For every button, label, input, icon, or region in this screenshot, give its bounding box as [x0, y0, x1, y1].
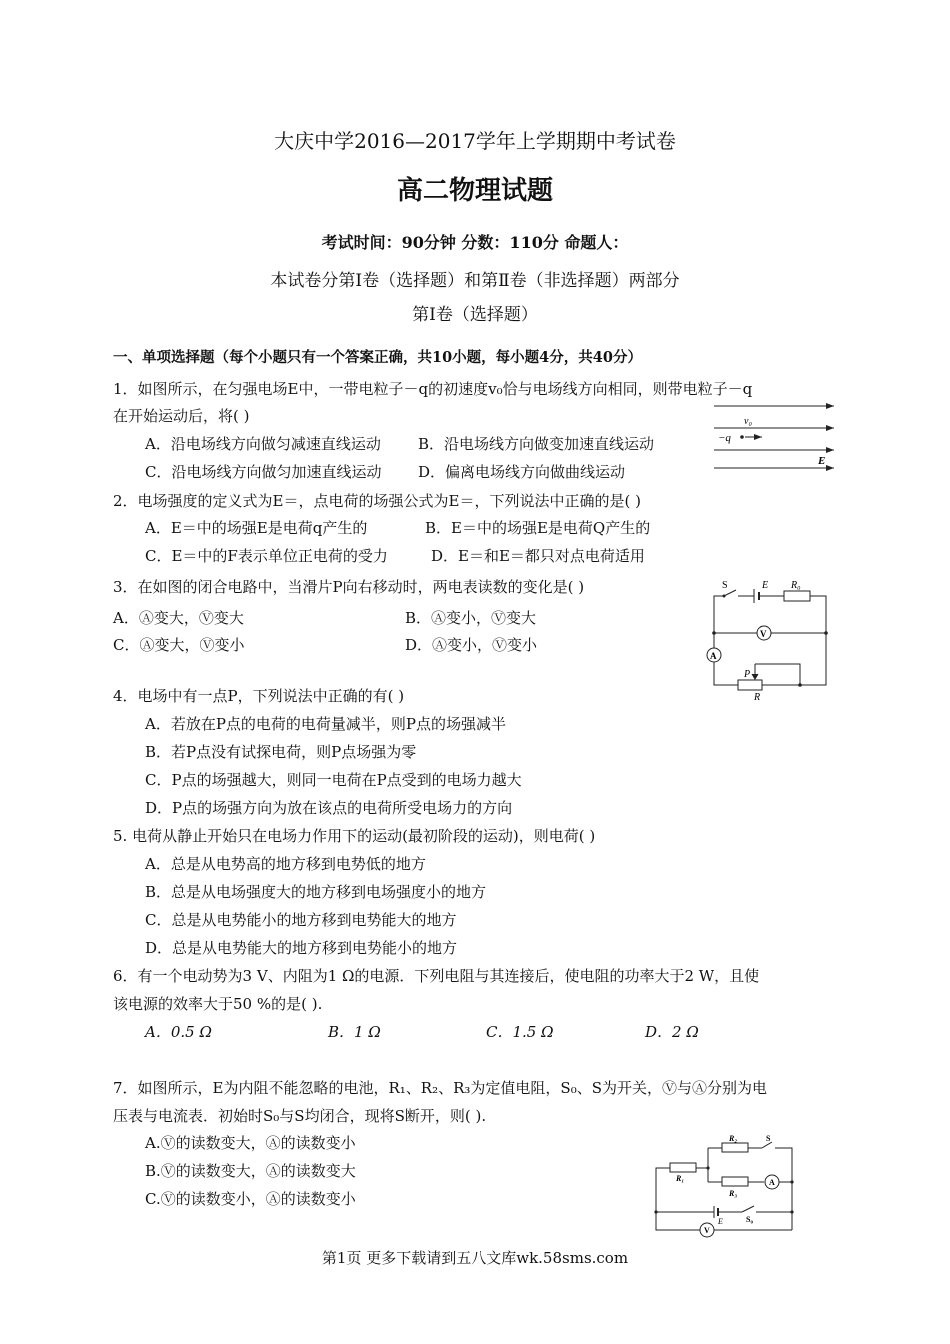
q7-option-b: B.Ⓥ的读数变大，Ⓐ的读数变大 [145, 1162, 356, 1180]
field-e-label: E [818, 455, 826, 467]
q7-option-a: A.Ⓥ的读数变大，Ⓐ的读数变小 [145, 1134, 356, 1152]
q1-stem-line2: 在开始运动后，将( ) [113, 407, 250, 425]
q4-option-b: B．若P点没有试探电荷，则P点场强为零 [145, 743, 417, 761]
switch-s0-label: S₀ [746, 1215, 753, 1224]
q1-option-b: B．沿电场线方向做变加速直线运动 [418, 435, 655, 453]
school-title: 大庆中学2016—2017学年上学期期中考试卷 [274, 129, 676, 153]
r0-label: R₀ [791, 580, 801, 591]
q2-stem: 2．电场强度的定义式为E＝，点电荷的场强公式为E＝，下列说法中正确的是( ) [113, 492, 641, 510]
q6-option-c: C．1.5 Ω [486, 1023, 554, 1041]
switch-s-label: S [766, 1134, 771, 1143]
ammeter-label: A [769, 1178, 775, 1187]
subject-title: 高二物理试题 [396, 176, 553, 206]
voltmeter-label: V [704, 1226, 710, 1235]
resistor-r2 [722, 1143, 748, 1152]
section-heading: 一、单项选择题（每个小题只有一个答案正确，共10小题，每小题4分，共40分） [113, 349, 642, 366]
particle-dot [740, 435, 744, 439]
q1-option-d: D．偏离电场线方向做曲线运动 [418, 463, 626, 481]
switch-s-label: S [722, 580, 728, 591]
q6-option-a: A．0.5 Ω [145, 1023, 212, 1041]
exam-info: 考试时间：90分钟 分数：110分 命题人： [321, 233, 629, 252]
part-title: 第Ⅰ卷（选择题） [412, 305, 538, 325]
q3-circuit-figure [700, 578, 835, 700]
q2-option-a: A．E＝中的场强E是电荷q产生的 [145, 519, 368, 537]
charge-label: −q [718, 432, 731, 444]
q1-option-a: A．沿电场线方向做匀减速直线运动 [145, 435, 381, 453]
ammeter-label: A [710, 651, 717, 661]
q5-option-b: B．总是从电场强度大的地方移到电场强度小的地方 [145, 883, 487, 901]
voltmeter-label: V [760, 629, 767, 639]
q4-stem: 4．电场中有一点P，下列说法中正确的有( ) [113, 687, 405, 705]
q7-stem-line1: 7．如图所示，E为内阻不能忽略的电池，R₁、R₂、R₃为定值电阻，S₀、S为开关，Ⓥ与Ⓐ分别为电 [113, 1079, 767, 1097]
q2-option-d: D．E＝和E＝都只对点电荷适用 [431, 547, 645, 565]
resistor-r1 [670, 1163, 696, 1172]
q3-stem: 3．在如图的闭合电路中，当滑片P向右移动时，两电表读数的变化是( ) [113, 578, 585, 596]
q5-option-a: A．总是从电势高的地方移到电势低的地方 [145, 855, 426, 873]
q4-option-a: A．若放在P点的电荷的电荷量减半，则P点的场强减半 [145, 715, 507, 733]
q4-option-c: C．P点的场强越大，则同一电荷在P点受到的电场力越大 [145, 771, 522, 789]
q3-option-a: A．Ⓐ变大，Ⓥ变大 [113, 609, 244, 627]
q6-option-d: D．2 Ω [645, 1023, 699, 1041]
resistor-r0 [784, 591, 810, 601]
battery-e-label: E [762, 580, 769, 591]
q7-stem-line2: 压表与电流表．初始时S₀与S均闭合，现将S断开，则( ). [113, 1107, 487, 1125]
rheostat-r [738, 680, 762, 690]
r2-label: R₂ [729, 1134, 738, 1143]
v0-label: v₀ [744, 416, 752, 427]
page-footer: 第1页 更多下载请到五八文库wk.58sms.com [321, 1249, 629, 1267]
q5-option-c: C．总是从电势能小的地方移到电势能大的地方 [145, 911, 457, 929]
q3-option-d: D．Ⓐ变小，Ⓥ变小 [405, 636, 538, 654]
q2-option-b: B．E＝中的场强E是电荷Q产生的 [425, 519, 651, 537]
q7-circuit-figure [648, 1132, 800, 1244]
q6-stem-line1: 6．有一个电动势为3 V、内阻为1 Ω的电源．下列电阻与其连接后，使电阻的功率大于2 W，且使 [113, 967, 760, 985]
q3-option-c: C．Ⓐ变大，Ⓥ变小 [113, 636, 245, 654]
q4-option-d: D．P点的场强方向为放在该点的电荷所受电场力的方向 [145, 799, 513, 817]
r1-label: R₁ [676, 1174, 685, 1183]
q2-option-c: C．E＝中的F表示单位正电荷的受力 [145, 547, 388, 565]
q1-stem-line1: 1．如图所示，在匀强电场E中，一带电粒子－q的初速度v₀恰与电场线方向相同，则带电粒子－q [113, 380, 753, 398]
r3-label: R₃ [729, 1189, 738, 1198]
q5-option-d: D．总是从电势能大的地方移到电势能小的地方 [145, 939, 458, 957]
q6-stem-line2: 该电源的效率大于50 %的是( ). [113, 995, 323, 1013]
q6-option-b: B．1 Ω [328, 1023, 381, 1041]
q5-stem: 5. 电荷从静止开始只在电场力作用下的运动(最初阶段的运动)，则电荷( ) [113, 827, 596, 845]
q7-option-c: C.Ⓥ的读数变小，Ⓐ的读数变小 [145, 1190, 356, 1208]
q3-option-b: B．Ⓐ变小，Ⓥ变大 [405, 609, 537, 627]
q1-option-c: C．沿电场线方向做匀加速直线运动 [145, 463, 382, 481]
battery-e-label: E [718, 1217, 723, 1226]
rheostat-r-label: R [754, 692, 761, 700]
paper-intro: 本试卷分第Ⅰ卷（选择题）和第Ⅱ卷（非选择题）两部分 [270, 271, 680, 291]
slider-p-label: P [744, 669, 751, 680]
resistor-r3 [722, 1177, 748, 1186]
q1-field-figure [712, 398, 840, 474]
